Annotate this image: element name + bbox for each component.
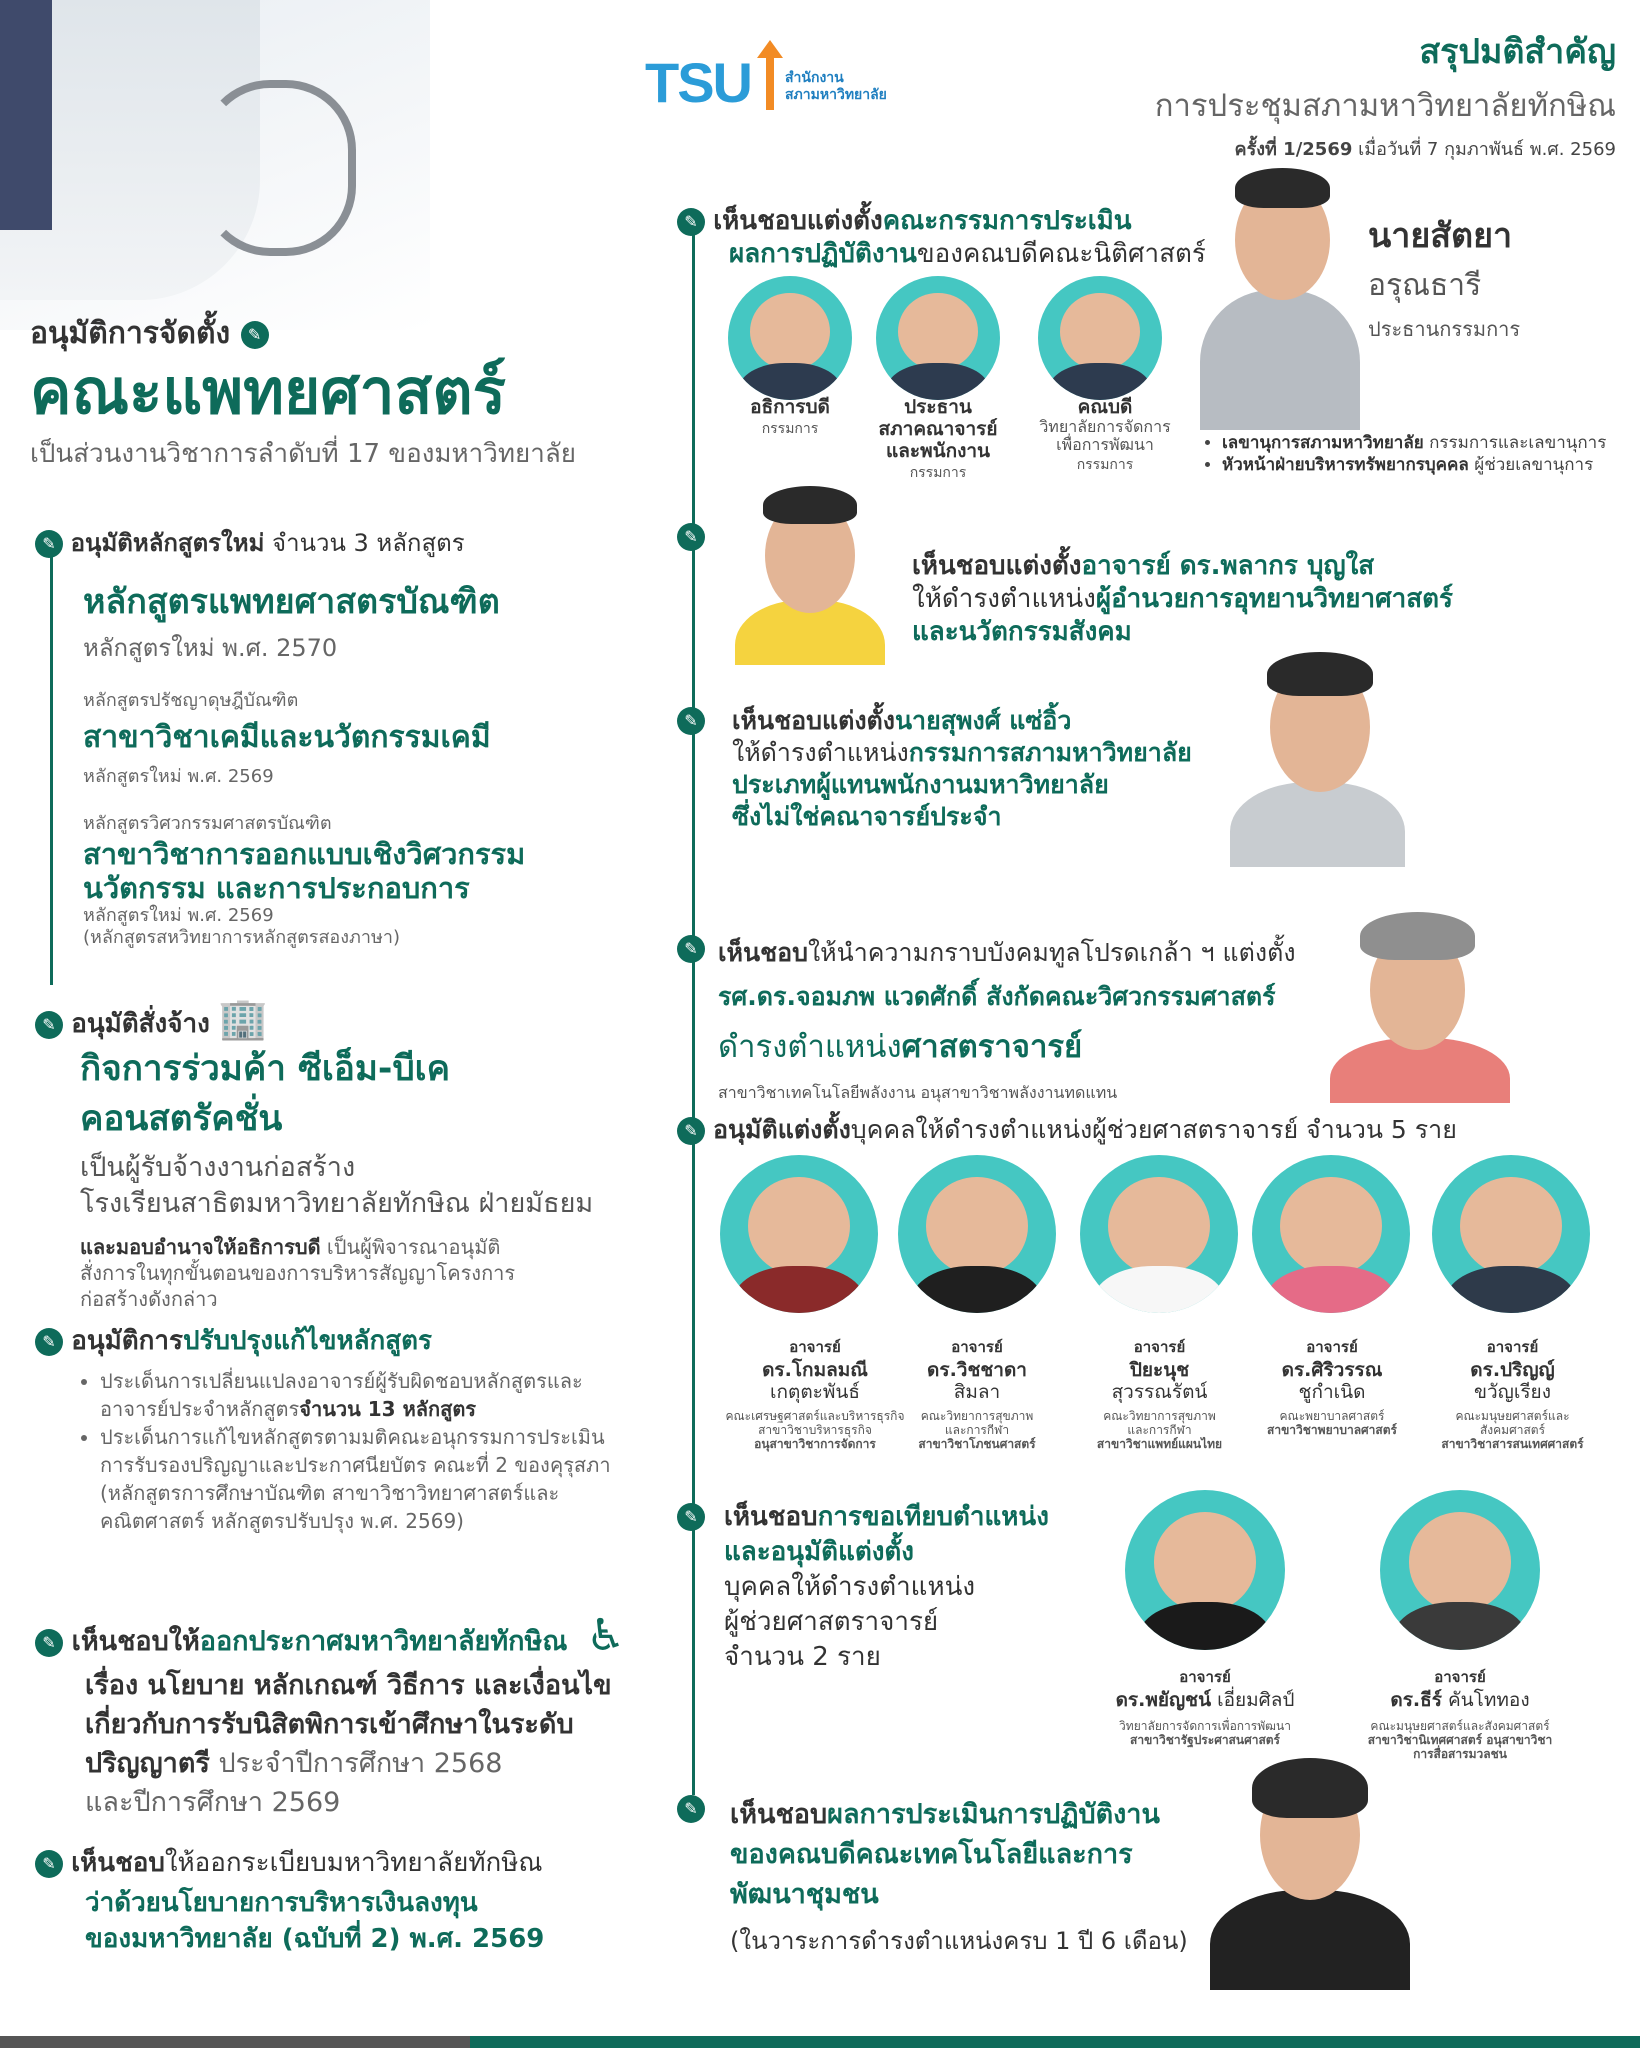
contract-block: ✎ อนุมัติสั่งจ้าง 🏢 กิจการร่วมค้า ซีเอ็ม-บีเค คอนสตรัคชั่น เป็นผู้รับจ้างงานก่อสร้าง โรงเรียนสาธิตมหาวิทยาลัยทักษิณ ฝ่ายมัธยม และมอบอำนาจให้อธิการบดี เป็นผู้พิจารณาอนุมัติ สั่งการในทุกขั้นตอนของการบริหารสัญญาโครงการ ก่อสร้างดังกล่าว (35, 995, 625, 1312)
faculty-block (30, 310, 576, 474)
announcement-block: ✎ เห็นชอบให้ออกประกาศมหาวิทยาลัยทักษิณ ♿ เรื่อง นโยบาย หลักเกณฑ์ วิธีการ และเงื่อนไข เกี่ยวกับการรับนิสิตพิการเข้าศึกษาในระดับ ปริญญาตรี ประจำปีการศึกษา 2568 และปีการศึกษา 2569 (35, 1610, 655, 1822)
revision-bullet-2: • ประเด็นการแก้ไขหลักสูตรตามมติคณะอนุกรรมการประเมิน การรับรองปริญญาและประกาศนียบัตร คณะที่ 2 ของคุรุสภา (หลักสูตรการศึกษาบัณฑิต สาขาวิชาวิทยาศาสตร์และ คณิตศาสตร์ หลักสูตรปรับปรุง พ.ศ. 2569) (100, 1423, 645, 1535)
logo-line-1: สำนักงาน (785, 70, 844, 86)
pencil-icon: ✎ (35, 1850, 63, 1878)
avatar (728, 276, 852, 400)
pencil-icon: ✎ (677, 1503, 705, 1531)
meeting-date: เมื่อวันที่ 7 กุมภาพันธ์ พ.ศ. 2569 (1358, 139, 1616, 160)
necktie-shape (0, 0, 52, 230)
footer-band-left (0, 2036, 470, 2048)
right-timeline (692, 225, 695, 1795)
chair-info: นายสัตยา อรุณธารี ประธานกรรมการ (1368, 216, 1521, 341)
person-card: อาจารย์ ดร.โกมลมณี เกตุตะพันธ์ คณะเศรษฐศาสตร์และบริหารธุรกิจ สาขาวิชาบริหารธุรกิจ อนุสาขาวิชาการจัดการ (725, 1338, 905, 1451)
avatar (898, 1155, 1056, 1313)
pencil-icon-marker (677, 523, 705, 551)
faculty-desc: เป็นส่วนงานวิชาการลำดับที่ 17 ของมหาวิทยาลัย (30, 439, 576, 469)
pencil-icon: ✎ (35, 1011, 63, 1039)
meeting-number: ครั้งที่ 1/2569 (1234, 139, 1353, 160)
pencil-icon: ✎ (35, 1328, 63, 1356)
person-photo (725, 470, 895, 665)
assistant-heading: ✎ อนุมัติแต่งตั้งบุคคลให้ดำรงตำแหน่งผู้ช่วยศาสตราจารย์ จำนวน 5 ราย (677, 1110, 1457, 1150)
professor-text: เห็นชอบให้นำความกราบบังคมทูลโปรดเกล้า ฯ แต่งตั้ง รศ.ดร.จอมภพ แวดศักดิ์ สังกัดคณะวิศวกรรมศาสตร์ ดำรงตำแหน่งศาสตราจารย์ สาขาวิชาเทคโนโลยีพลังงาน อนุสาขาวิชาพลังงานทดแทน (718, 938, 1296, 1102)
avatar (1080, 1155, 1238, 1313)
member-card: อธิการบดี กรรมการ (750, 396, 830, 437)
building-icon: 🏢 (218, 996, 268, 1042)
person-photo (1215, 632, 1420, 867)
faculty-lead: อนุมัติการจัดตั้ง (30, 316, 231, 351)
revision-block: ✎ อนุมัติการปรับปรุงแก้ไขหลักสูตร • ประเด็นการเปลี่ยนแปลงอาจารย์ผู้รับผิดชอบหลักสูตรและ อาจารย์ประจำหลักสูตรจำนวน 13 หลักสูตร • ประเด็นการแก้ไขหลักสูตรตามมติคณะอนุกรรมการประเมิน การรับรองปริญญาและประกาศนียบัตร คณะที่ 2 ของคุรุสภา (หลักสูตรการศึกษาบัณฑิต สาขาวิชาวิทยาศาสตร์และ คณิตศาสตร์ หลักสูตรปรับปรุง พ.ศ. 2569) (35, 1320, 645, 1535)
page-title: สรุปมติสำคัญ (1419, 32, 1616, 72)
avatar (876, 276, 1000, 400)
pencil-icon: ✎ (677, 707, 705, 735)
committee-heading: ✎ เห็นชอบแต่งตั้งคณะกรรมการประเมิน ผลการปฏิบัติงานของคณบดีคณะนิติศาสตร์ (677, 205, 1206, 271)
person-photo (1310, 898, 1525, 1103)
revision-bullet-1: • ประเด็นการเปลี่ยนแปลงอาจารย์ผู้รับผิดชอบหลักสูตรและ อาจารย์ประจำหลักสูตรจำนวน 13 หลักสูตร (100, 1367, 645, 1423)
member-card: คณบดี วิทยาลัยการจัดการ เพื่อการพัฒนา กรรมการ (1039, 396, 1171, 473)
member-card: ประธาน สภาคณาจารย์ และพนักงาน กรรมการ (878, 396, 998, 481)
science-park-text: เห็นชอบแต่งตั้งอาจารย์ ดร.พลากร บุญใส ให้ดำรงตำแหน่งผู้อำนวยการอุทยานวิทยาศาสตร์ และนวัตกรรมสังคม (912, 551, 1453, 647)
avatar (1038, 276, 1162, 400)
pencil-icon: ✎ (677, 1795, 705, 1823)
curricula-block: ✎ อนุมัติหลักสูตรใหม่ จำนวน 3 หลักสูตร หลักสูตรแพทยศาสตรบัณฑิต หลักสูตรใหม่ พ.ศ. 2570 หลักสูตรปรัชญาดุษฎีบัณฑิต สาขาวิชาเคมีและนวัตกรรมเคมี หลักสูตรใหม่ พ.ศ. 2569 หลักสูตรวิศวกรรมศาสตรบัณฑิต สาขาวิชาการออกแบบเชิงวิศวกรรม นวัตกรรม และการประกอบการ หลักสูตรใหม่ พ.ศ. 2569 (หลักสูตรสหวิทยาการหลักสูตรสองภาษา) (35, 523, 595, 949)
arrow-up-icon (757, 40, 783, 110)
pencil-icon: ✎ (677, 208, 705, 236)
pencil-icon: ✎ (677, 523, 705, 551)
avatar (1380, 1490, 1540, 1650)
chair-photo (1200, 140, 1360, 430)
person-card: อาจารย์ ปิยะนุช สุวรรณรัตน์ คณะวิทยาการสุขภาพ และการกีฬา สาขาวิชาแพทย์แผนไทย (1096, 1338, 1223, 1451)
wheelchair-icon: ♿ (585, 1610, 626, 1661)
person-card: อาจารย์ ดร.ศิริวรรณ ชูกำเนิด คณะพยาบาลศาสตร์ สาขาวิชาพยาบาลศาสตร์ (1267, 1338, 1397, 1437)
hero-image (0, 0, 430, 330)
pencil-icon: ✎ (35, 1629, 63, 1657)
logo-line-2: สภามหาวิทยาลัย (785, 87, 887, 103)
contractor-name: กิจการร่วมค้า ซีเอ็ม-บีเค คอนสตรัคชั่น (80, 1049, 451, 1139)
curriculum-1-name: หลักสูตรแพทยศาสตรบัณฑิต (83, 582, 500, 622)
tsu-logo: TSU สำนักงาน สภามหาวิทยาลัย (645, 40, 895, 130)
curriculum-3-name: สาขาวิชาการออกแบบเชิงวิศวกรรม นวัตกรรม และการประกอบการ (83, 837, 526, 905)
faculty-name: คณะแพทยศาสตร์ (30, 355, 506, 428)
person-card: อาจารย์ ดร.วิชชาดา สิมลา คณะวิทยาการสุขภาพ และการกีฬา สาขาวิชาโภชนศาสตร์ (918, 1338, 1036, 1451)
secretaries-list: • เลขานุการสภามหาวิทยาลัย กรรมการและเลขานุการ • หัวหน้าฝ่ายบริหารทรัพยากรบุคคล ผู้ช่วยเลขานุการ (1200, 432, 1606, 476)
equivalent-text: เห็นชอบการขอเทียบตำแหน่ง และอนุมัติแต่งตั้ง บุคคลให้ดำรงตำแหน่ง ผู้ช่วยศาสตราจารย์ จำนวน 2 ราย (724, 1502, 1049, 1672)
avatar (1125, 1490, 1285, 1650)
avatar (1432, 1155, 1590, 1313)
person-card: อาจารย์ ดร.พยัญชน์ เอี่ยมศิลป์ วิทยาลัยการจัดการเพื่อการพัฒนา สาขาวิชารัฐประศาสนศาสตร์ (1115, 1668, 1295, 1747)
footer-band-right (470, 2036, 1640, 2048)
person-card: อาจารย์ ดร.ธีร์ คันโททอง คณะมนุษยศาสตร์และสังคมศาสตร์ สาขาวิชานิเทศศาสตร์ อนุสาขาวิชา การสื่อสารมวลชน (1367, 1668, 1553, 1761)
curriculum-2-name: สาขาวิชาเคมีและนวัตกรรมเคมี (83, 720, 491, 755)
council-text: เห็นชอบแต่งตั้งนายสุพงศ์ แซ่อิ้ว ให้ดำรงตำแหน่งกรรมการสภามหาวิทยาลัย ประเภทผู้แทนพนักงานมหาวิทยาลัย ซึ่งไม่ใช่คณาจารย์ประจำ (732, 706, 1192, 831)
avatar (1252, 1155, 1410, 1313)
person-card: อาจารย์ ดร.ปริญญ์ ขวัญเรียง คณะมนุษยศาสตร์และ สังคมศาสตร์ สาขาวิชาสารสนเทศศาสตร์ (1441, 1338, 1584, 1451)
avatar (720, 1155, 878, 1313)
stethoscope-icon (200, 80, 356, 256)
regulation-block: ✎ เห็นชอบให้ออกระเบียบมหาวิทยาลัยทักษิณ ว่าด้วยนโยบายการบริหารเงินลงทุน ของมหาวิทยาลัย (ฉบับที่ 2) พ.ศ. 2569 (35, 1842, 655, 1957)
pencil-icon: ✎ (677, 935, 705, 963)
person-photo (1200, 1740, 1420, 1990)
evaluation-text: เห็นชอบผลการประเมินการปฏิบัติงาน ของคณบดีคณะเทคโนโลยีและการ พัฒนาชุมชน (ในวาระการดำรงตำแหน่งครบ 1 ปี 6 เดือน) (730, 1799, 1188, 1955)
page-subtitle: การประชุมสภามหาวิทยาลัยทักษิณ (1154, 88, 1616, 124)
pencil-icon: ✎ (35, 530, 63, 558)
pencil-icon: ✎ (677, 1117, 705, 1145)
pencil-icon: ✎ (241, 321, 269, 349)
